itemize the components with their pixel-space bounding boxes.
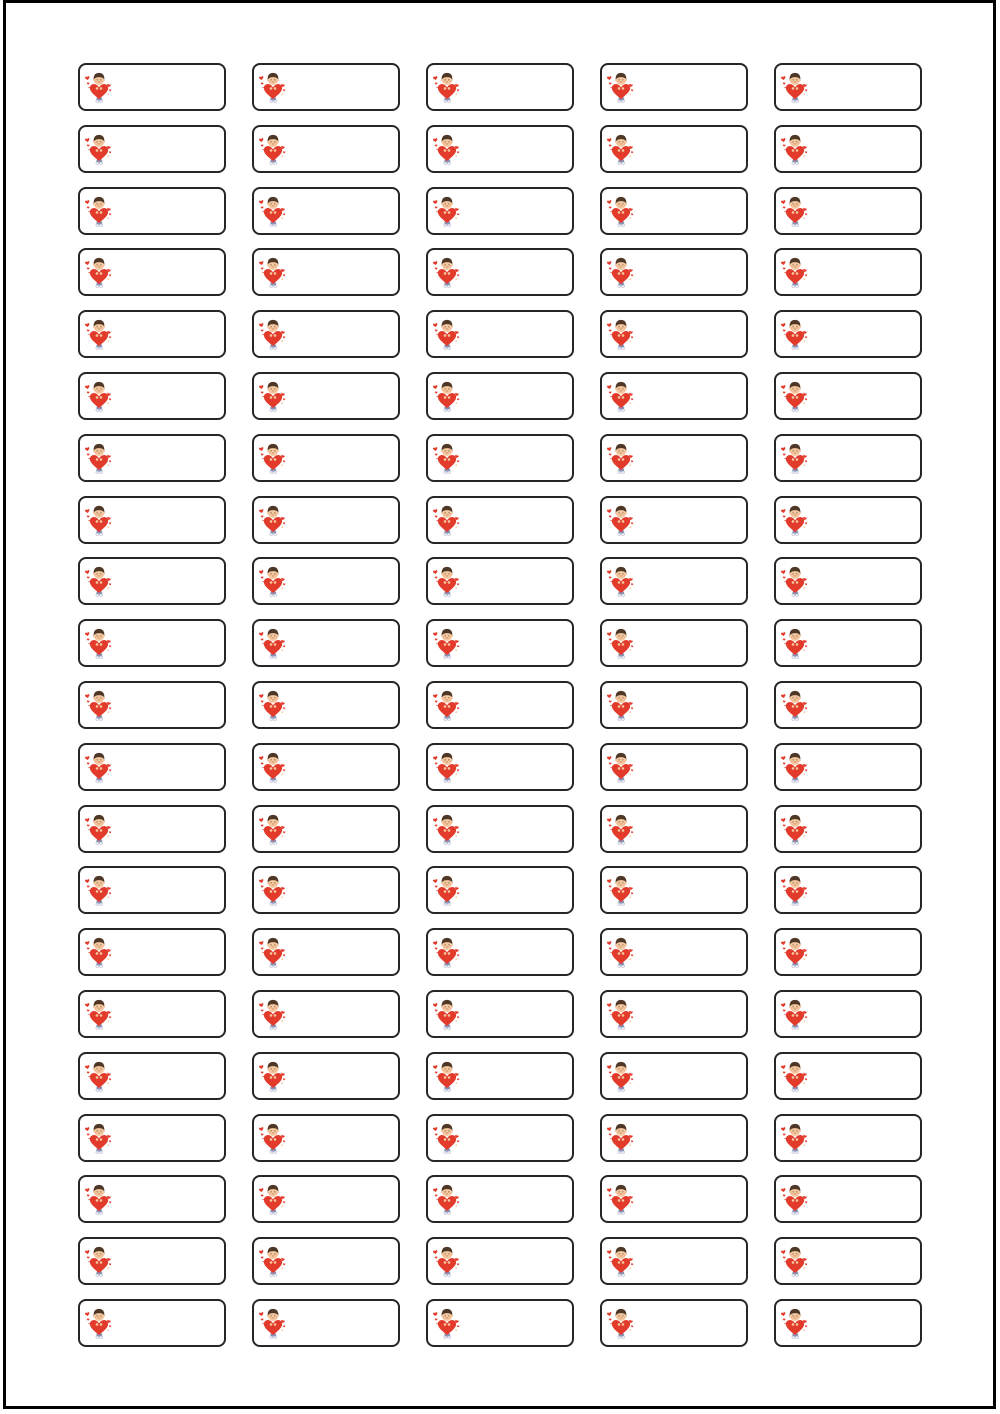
- blank-name-label: [426, 1052, 574, 1100]
- blank-name-label: [600, 1237, 748, 1285]
- blank-name-label: [78, 928, 226, 976]
- blank-name-label: [600, 866, 748, 914]
- boy-hugging-heart-icon: [432, 1120, 462, 1156]
- blank-name-label: [252, 1237, 400, 1285]
- boy-hugging-heart-icon: [84, 502, 114, 538]
- blank-name-label: [426, 248, 574, 296]
- boy-hugging-heart-icon: [84, 687, 114, 723]
- blank-name-label: [78, 187, 226, 235]
- blank-name-label: [252, 1175, 400, 1223]
- blank-name-label: [774, 310, 922, 358]
- blank-name-label: [600, 125, 748, 173]
- blank-name-label: [600, 434, 748, 482]
- boy-hugging-heart-icon: [84, 131, 114, 167]
- blank-name-label: [252, 619, 400, 667]
- blank-name-label: [252, 496, 400, 544]
- boy-hugging-heart-icon: [780, 69, 810, 105]
- blank-name-label: [252, 248, 400, 296]
- boy-hugging-heart-icon: [606, 254, 636, 290]
- blank-name-label: [600, 805, 748, 853]
- boy-hugging-heart-icon: [780, 378, 810, 414]
- blank-name-label: [600, 1052, 748, 1100]
- blank-name-label: [252, 557, 400, 605]
- blank-name-label: [774, 1299, 922, 1347]
- blank-name-label: [600, 928, 748, 976]
- blank-name-label: [426, 310, 574, 358]
- blank-name-label: [426, 743, 574, 791]
- blank-name-label: [600, 310, 748, 358]
- blank-name-label: [252, 372, 400, 420]
- boy-hugging-heart-icon: [432, 316, 462, 352]
- boy-hugging-heart-icon: [432, 934, 462, 970]
- blank-name-label: [78, 310, 226, 358]
- boy-hugging-heart-icon: [84, 193, 114, 229]
- boy-hugging-heart-icon: [258, 934, 288, 970]
- blank-name-label: [426, 619, 574, 667]
- boy-hugging-heart-icon: [84, 69, 114, 105]
- boy-hugging-heart-icon: [432, 872, 462, 908]
- boy-hugging-heart-icon: [606, 1120, 636, 1156]
- blank-name-label: [774, 1114, 922, 1162]
- boy-hugging-heart-icon: [84, 316, 114, 352]
- blank-name-label: [600, 372, 748, 420]
- blank-name-label: [774, 372, 922, 420]
- boy-hugging-heart-icon: [432, 69, 462, 105]
- boy-hugging-heart-icon: [606, 378, 636, 414]
- blank-name-label: [426, 681, 574, 729]
- boy-hugging-heart-icon: [780, 440, 810, 476]
- boy-hugging-heart-icon: [84, 563, 114, 599]
- boy-hugging-heart-icon: [606, 69, 636, 105]
- boy-hugging-heart-icon: [258, 378, 288, 414]
- blank-name-label: [600, 496, 748, 544]
- boy-hugging-heart-icon: [84, 749, 114, 785]
- blank-name-label: [78, 496, 226, 544]
- boy-hugging-heart-icon: [432, 563, 462, 599]
- blank-name-label: [600, 681, 748, 729]
- boy-hugging-heart-icon: [780, 1243, 810, 1279]
- boy-hugging-heart-icon: [780, 872, 810, 908]
- boy-hugging-heart-icon: [432, 440, 462, 476]
- blank-name-label: [252, 805, 400, 853]
- boy-hugging-heart-icon: [258, 749, 288, 785]
- boy-hugging-heart-icon: [258, 625, 288, 661]
- blank-name-label: [426, 1175, 574, 1223]
- blank-name-label: [426, 187, 574, 235]
- boy-hugging-heart-icon: [606, 316, 636, 352]
- blank-name-label: [78, 990, 226, 1038]
- boy-hugging-heart-icon: [432, 378, 462, 414]
- boy-hugging-heart-icon: [606, 996, 636, 1032]
- boy-hugging-heart-icon: [606, 440, 636, 476]
- boy-hugging-heart-icon: [258, 69, 288, 105]
- blank-name-label: [774, 63, 922, 111]
- blank-name-label: [426, 990, 574, 1038]
- blank-name-label: [774, 681, 922, 729]
- blank-name-label: [78, 805, 226, 853]
- blank-name-label: [78, 743, 226, 791]
- blank-name-label: [78, 1052, 226, 1100]
- blank-name-label: [426, 866, 574, 914]
- blank-name-label: [252, 866, 400, 914]
- blank-name-label: [426, 1237, 574, 1285]
- blank-name-label: [600, 619, 748, 667]
- boy-hugging-heart-icon: [432, 131, 462, 167]
- blank-name-label: [78, 1175, 226, 1223]
- boy-hugging-heart-icon: [258, 316, 288, 352]
- boy-hugging-heart-icon: [258, 1243, 288, 1279]
- blank-name-label: [600, 1175, 748, 1223]
- blank-name-label: [774, 496, 922, 544]
- blank-name-label: [600, 63, 748, 111]
- blank-name-label: [252, 928, 400, 976]
- blank-name-label: [78, 557, 226, 605]
- boy-hugging-heart-icon: [606, 502, 636, 538]
- boy-hugging-heart-icon: [432, 1181, 462, 1217]
- blank-name-label: [600, 248, 748, 296]
- blank-name-label: [600, 187, 748, 235]
- boy-hugging-heart-icon: [780, 811, 810, 847]
- boy-hugging-heart-icon: [258, 996, 288, 1032]
- blank-name-label: [78, 372, 226, 420]
- boy-hugging-heart-icon: [606, 1058, 636, 1094]
- boy-hugging-heart-icon: [606, 872, 636, 908]
- boy-hugging-heart-icon: [780, 563, 810, 599]
- boy-hugging-heart-icon: [606, 193, 636, 229]
- boy-hugging-heart-icon: [780, 502, 810, 538]
- blank-name-label: [774, 1237, 922, 1285]
- boy-hugging-heart-icon: [258, 1058, 288, 1094]
- boy-hugging-heart-icon: [84, 1120, 114, 1156]
- blank-name-label: [426, 372, 574, 420]
- boy-hugging-heart-icon: [606, 563, 636, 599]
- blank-name-label: [252, 187, 400, 235]
- blank-name-label: [600, 1114, 748, 1162]
- blank-name-label: [252, 743, 400, 791]
- boy-hugging-heart-icon: [606, 1181, 636, 1217]
- boy-hugging-heart-icon: [780, 1058, 810, 1094]
- boy-hugging-heart-icon: [432, 1243, 462, 1279]
- blank-name-label: [774, 805, 922, 853]
- labels-grid: [78, 63, 922, 1347]
- boy-hugging-heart-icon: [432, 749, 462, 785]
- boy-hugging-heart-icon: [606, 625, 636, 661]
- boy-hugging-heart-icon: [780, 1305, 810, 1341]
- boy-hugging-heart-icon: [606, 1305, 636, 1341]
- boy-hugging-heart-icon: [606, 749, 636, 785]
- blank-name-label: [252, 681, 400, 729]
- blank-name-label: [78, 1114, 226, 1162]
- blank-name-label: [426, 1114, 574, 1162]
- boy-hugging-heart-icon: [258, 872, 288, 908]
- boy-hugging-heart-icon: [84, 872, 114, 908]
- blank-name-label: [426, 805, 574, 853]
- blank-name-label: [252, 434, 400, 482]
- boy-hugging-heart-icon: [780, 1120, 810, 1156]
- blank-name-label: [78, 866, 226, 914]
- blank-name-label: [78, 63, 226, 111]
- boy-hugging-heart-icon: [432, 687, 462, 723]
- blank-name-label: [78, 434, 226, 482]
- boy-hugging-heart-icon: [606, 934, 636, 970]
- blank-name-label: [252, 310, 400, 358]
- blank-name-label: [774, 743, 922, 791]
- boy-hugging-heart-icon: [780, 316, 810, 352]
- boy-hugging-heart-icon: [258, 254, 288, 290]
- blank-name-label: [426, 928, 574, 976]
- blank-name-label: [774, 1175, 922, 1223]
- boy-hugging-heart-icon: [780, 625, 810, 661]
- boy-hugging-heart-icon: [84, 378, 114, 414]
- boy-hugging-heart-icon: [258, 193, 288, 229]
- blank-name-label: [774, 990, 922, 1038]
- blank-name-label: [78, 681, 226, 729]
- boy-hugging-heart-icon: [84, 440, 114, 476]
- blank-name-label: [774, 619, 922, 667]
- blank-name-label: [426, 434, 574, 482]
- blank-name-label: [252, 990, 400, 1038]
- boy-hugging-heart-icon: [780, 749, 810, 785]
- boy-hugging-heart-icon: [780, 193, 810, 229]
- blank-name-label: [774, 928, 922, 976]
- boy-hugging-heart-icon: [432, 254, 462, 290]
- boy-hugging-heart-icon: [432, 811, 462, 847]
- blank-name-label: [426, 1299, 574, 1347]
- boy-hugging-heart-icon: [84, 996, 114, 1032]
- blank-name-label: [78, 1299, 226, 1347]
- boy-hugging-heart-icon: [84, 1305, 114, 1341]
- blank-name-label: [774, 866, 922, 914]
- boy-hugging-heart-icon: [258, 1181, 288, 1217]
- blank-name-label: [600, 990, 748, 1038]
- blank-name-label: [78, 619, 226, 667]
- blank-name-label: [252, 1299, 400, 1347]
- blank-name-label: [252, 125, 400, 173]
- blank-name-label: [78, 248, 226, 296]
- blank-name-label: [252, 1052, 400, 1100]
- blank-name-label: [774, 125, 922, 173]
- boy-hugging-heart-icon: [780, 687, 810, 723]
- boy-hugging-heart-icon: [780, 131, 810, 167]
- boy-hugging-heart-icon: [780, 254, 810, 290]
- boy-hugging-heart-icon: [432, 996, 462, 1032]
- boy-hugging-heart-icon: [780, 996, 810, 1032]
- boy-hugging-heart-icon: [432, 1305, 462, 1341]
- blank-name-label: [600, 1299, 748, 1347]
- blank-name-label: [774, 187, 922, 235]
- blank-name-label: [426, 63, 574, 111]
- boy-hugging-heart-icon: [84, 625, 114, 661]
- boy-hugging-heart-icon: [84, 254, 114, 290]
- blank-name-label: [252, 63, 400, 111]
- blank-name-label: [600, 743, 748, 791]
- boy-hugging-heart-icon: [84, 1058, 114, 1094]
- boy-hugging-heart-icon: [258, 687, 288, 723]
- boy-hugging-heart-icon: [432, 193, 462, 229]
- boy-hugging-heart-icon: [606, 1243, 636, 1279]
- blank-name-label: [426, 557, 574, 605]
- boy-hugging-heart-icon: [432, 625, 462, 661]
- boy-hugging-heart-icon: [432, 1058, 462, 1094]
- boy-hugging-heart-icon: [432, 502, 462, 538]
- blank-name-label: [78, 125, 226, 173]
- boy-hugging-heart-icon: [258, 811, 288, 847]
- blank-name-label: [426, 496, 574, 544]
- boy-hugging-heart-icon: [606, 811, 636, 847]
- boy-hugging-heart-icon: [84, 811, 114, 847]
- blank-name-label: [600, 557, 748, 605]
- boy-hugging-heart-icon: [84, 1243, 114, 1279]
- boy-hugging-heart-icon: [258, 131, 288, 167]
- boy-hugging-heart-icon: [780, 1181, 810, 1217]
- boy-hugging-heart-icon: [258, 440, 288, 476]
- blank-name-label: [426, 125, 574, 173]
- boy-hugging-heart-icon: [258, 502, 288, 538]
- boy-hugging-heart-icon: [258, 1120, 288, 1156]
- boy-hugging-heart-icon: [606, 131, 636, 167]
- blank-name-label: [774, 434, 922, 482]
- boy-hugging-heart-icon: [780, 934, 810, 970]
- blank-name-label: [774, 557, 922, 605]
- boy-hugging-heart-icon: [258, 563, 288, 599]
- boy-hugging-heart-icon: [258, 1305, 288, 1341]
- boy-hugging-heart-icon: [84, 1181, 114, 1217]
- blank-name-label: [774, 1052, 922, 1100]
- blank-name-label: [78, 1237, 226, 1285]
- boy-hugging-heart-icon: [84, 934, 114, 970]
- blank-name-label: [774, 248, 922, 296]
- boy-hugging-heart-icon: [606, 687, 636, 723]
- blank-name-label: [252, 1114, 400, 1162]
